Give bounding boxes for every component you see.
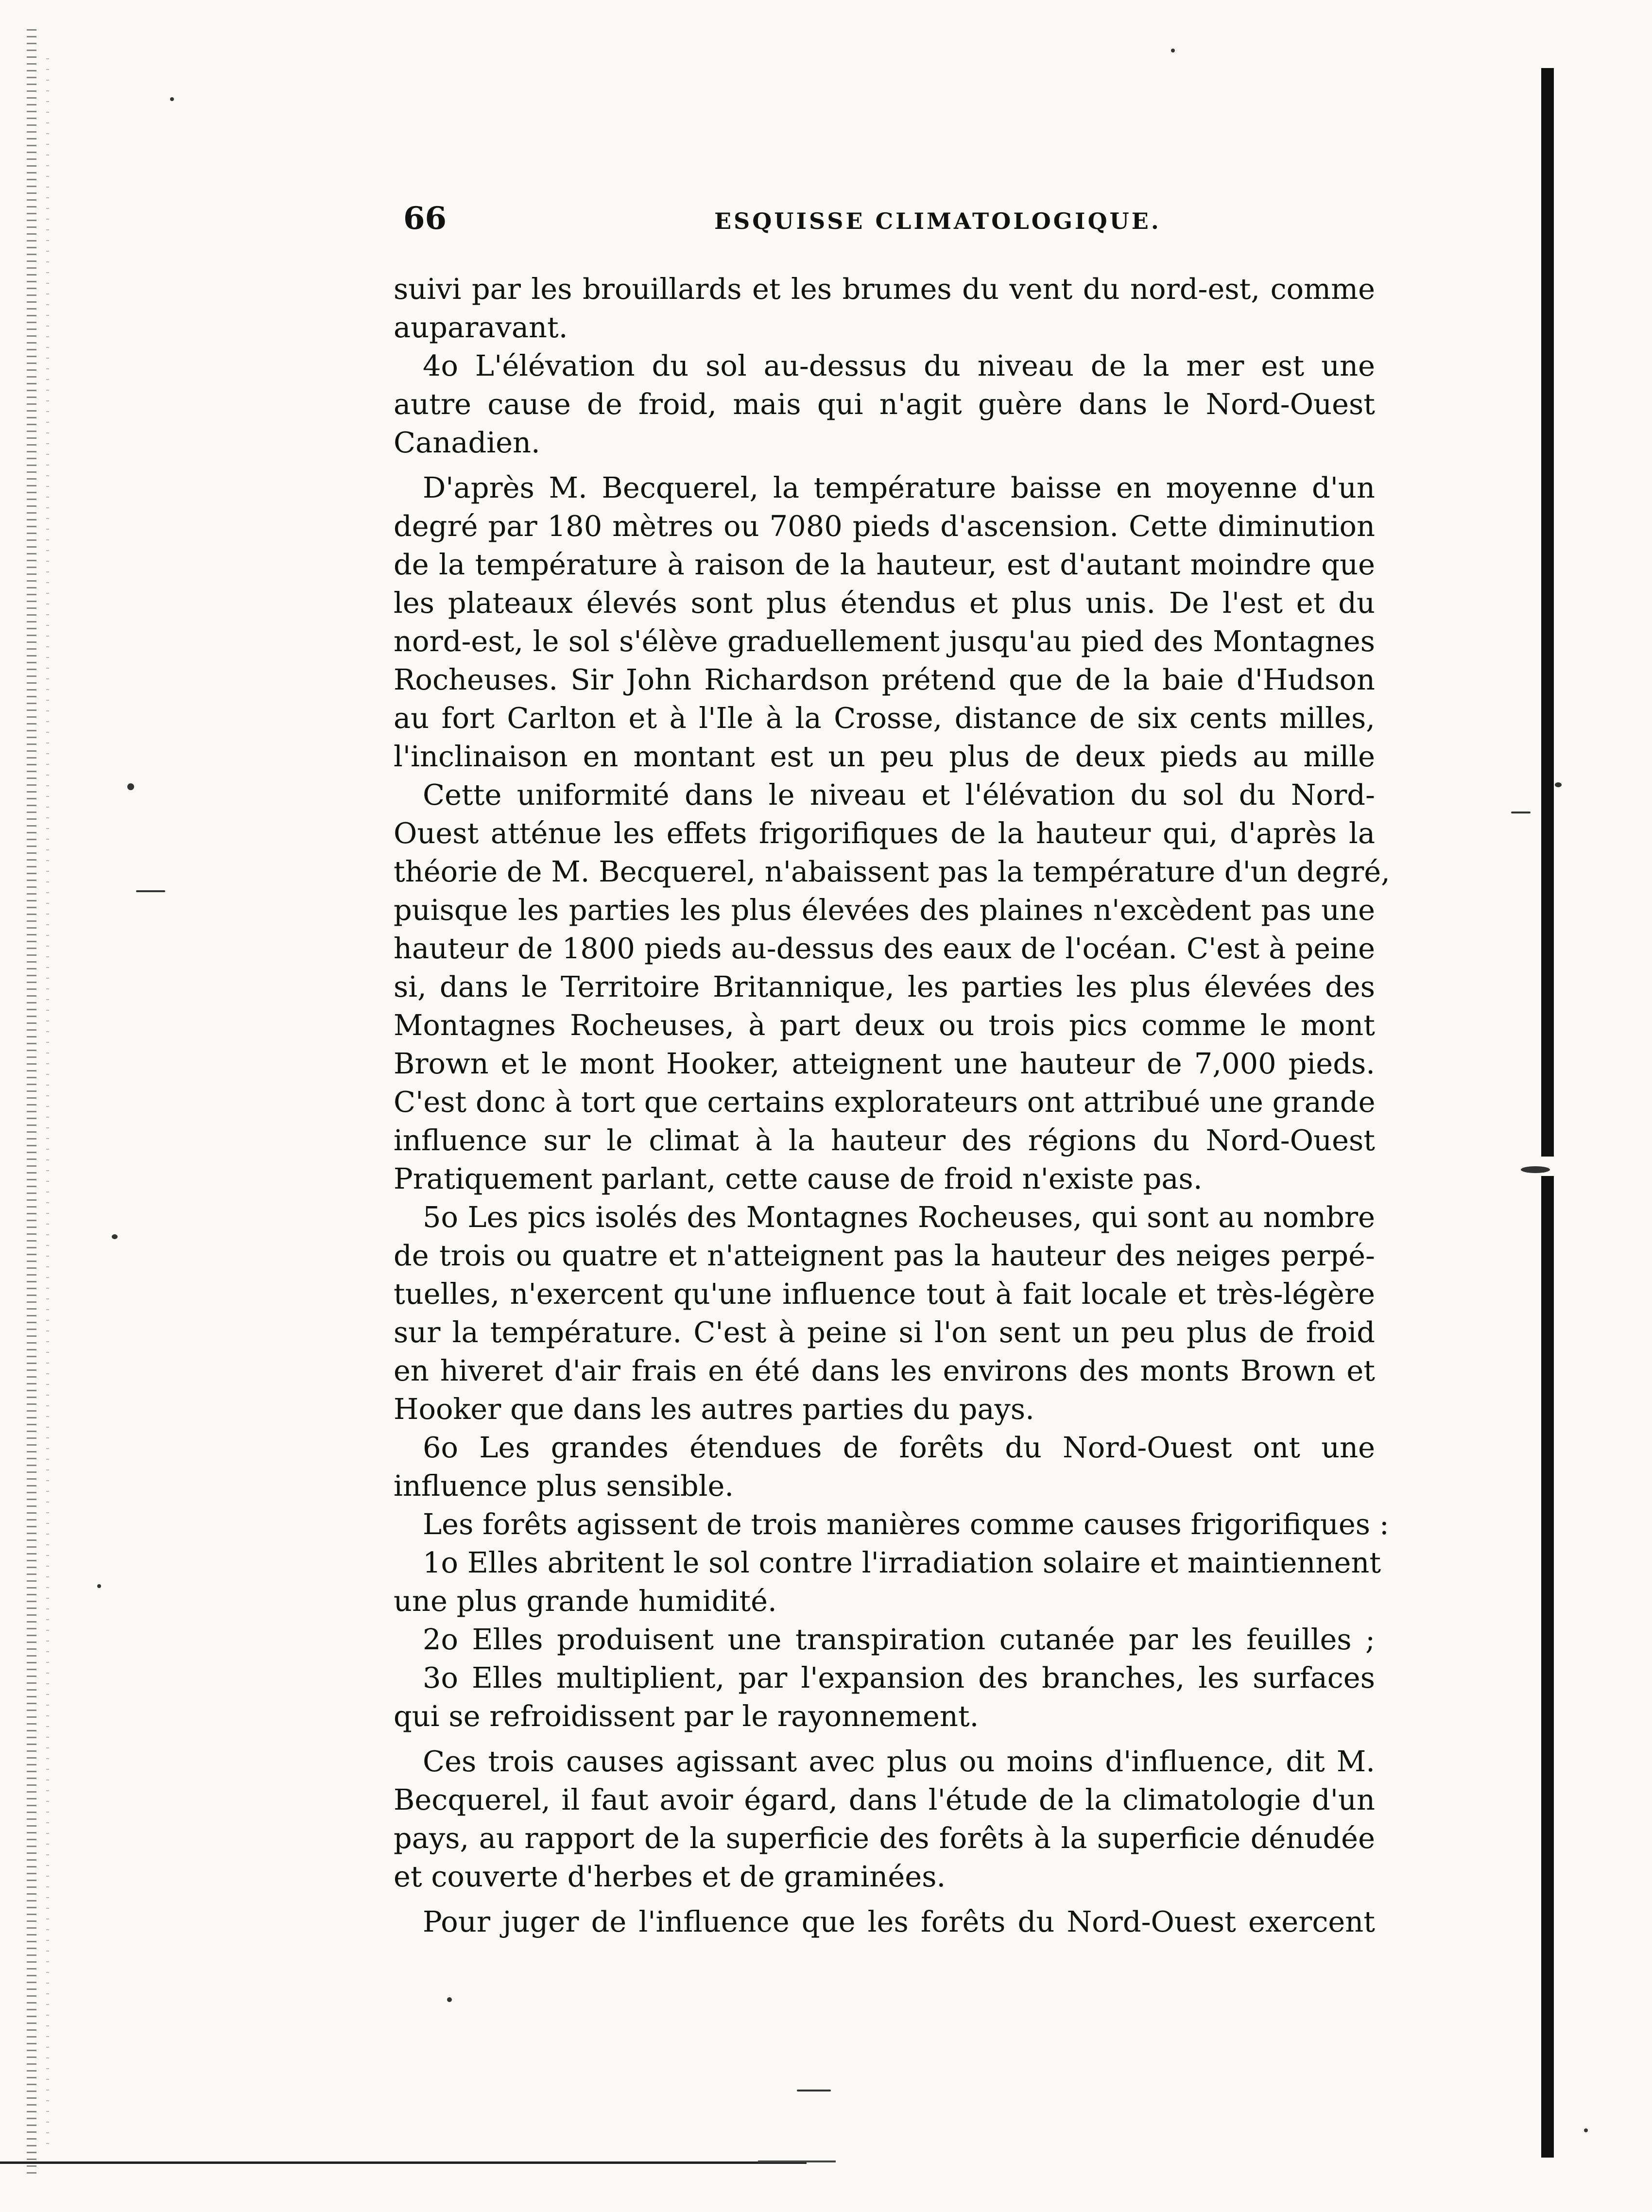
text-line: influence sur le climat à la hauteur des régions du Nord-Ouest <box>394 1123 1375 1157</box>
text-line: Les forêts agissent de trois manières comme causes frigorifiques : <box>423 1507 1389 1541</box>
text-line: Hooker que dans les autres parties du pays. <box>394 1392 1034 1426</box>
text-line: Cette uniformité dans le niveau et l'élévation du sol du Nord- <box>423 778 1375 812</box>
bottom-rule <box>0 2161 807 2164</box>
text-line: Pour juger de l'influence que les forêts du Nord-Ouest exercent <box>423 1905 1375 1938</box>
text-line: en hiveret d'air frais en été dans les environs des monts Brown et <box>394 1354 1375 1387</box>
text-line: C'est donc à tort que certains explorateurs ont attribué une grande <box>394 1085 1376 1119</box>
scan-speck <box>1584 2128 1588 2132</box>
text-line: et couverte d'herbes et de graminées. <box>394 1860 946 1893</box>
scan-speck <box>1511 812 1531 813</box>
text-line: 5o Les pics isolés des Montagnes Rocheuses, qui sont au nombre <box>423 1200 1375 1234</box>
text-line: nord-est, le sol s'élève graduellement jusqu'au pied des Montagnes <box>394 624 1375 658</box>
text-line: hauteur de 1800 pieds au-dessus des eaux de l'océan. C'est à peine <box>394 932 1375 965</box>
right-edge-bar <box>1541 68 1554 2158</box>
text-line: 2o Elles produisent une transpiration cutanée par les feuilles ; <box>423 1623 1375 1656</box>
body-text <box>394 270 1390 1941</box>
text-line: l'inclinaison en montant est un peu plus de deux pieds au mille <box>394 740 1375 773</box>
text-line: 3o Elles multiplient, par l'expansion des branches, les surfaces <box>423 1661 1375 1694</box>
text-line: Pratiquement parlant, cette cause de froid n'existe pas. <box>394 1162 1203 1195</box>
text-line: 6o Les grandes étendues de forêts du Nord-Ouest ont une <box>423 1431 1375 1464</box>
text-line: si, dans le Territoire Britannique, les parties les plus élevées des <box>394 970 1375 1003</box>
scan-speck <box>127 783 134 790</box>
text-line: au fort Carlton et à l'Ile à la Crosse, distance de six cents milles, <box>394 701 1375 735</box>
text-line: puisque les parties les plus élevées des plaines n'excèdent pas une <box>394 893 1375 927</box>
scan-speck <box>170 97 174 101</box>
scan-speck <box>447 1997 452 2002</box>
text-line: suivi par les brouillards et les brumes du vent du nord-est, comme <box>394 272 1375 306</box>
text-line: Brown et le mont Hooker, atteignent une hauteur de 7,000 pieds. <box>394 1047 1375 1080</box>
text-line: auparavant. <box>394 311 568 344</box>
text-line: 4o L'élévation du sol au-dessus du niveau de la mer est une <box>423 349 1375 382</box>
scan-speck <box>1171 49 1175 52</box>
scan-speck <box>97 1584 101 1588</box>
text-line: influence plus sensible. <box>394 1469 734 1503</box>
text-line: qui se refroidissent par le rayonnement. <box>394 1699 979 1733</box>
text-line: Montagnes Rocheuses, à part deux ou trois pics comme le mont <box>394 1008 1375 1042</box>
text-line: pays, au rapport de la superficie des forêts à la superficie dénudée <box>394 1821 1375 1855</box>
text-line: les plateaux élevés sont plus étendus et plus unis. De l'est et du <box>394 586 1375 620</box>
scan-speck <box>1555 782 1562 787</box>
text-line: 1o Elles abritent le sol contre l'irradiation solaire et maintiennent <box>423 1546 1381 1579</box>
scan-speck <box>136 890 165 892</box>
text-line: Rocheuses. Sir John Richardson prétend que de la baie d'Hudson <box>394 663 1375 696</box>
bottom-rule-segment <box>758 2160 836 2162</box>
text-line: Ces trois causes agissant avec plus ou moins d'influence, dit M. <box>423 1745 1375 1778</box>
binding-edge-shadow <box>46 58 49 2148</box>
text-line: théorie de M. Becquerel, n'abaissent pas la température d'un degré, <box>394 855 1390 888</box>
scan-speck <box>1521 1166 1550 1173</box>
scan-speck <box>797 2090 831 2091</box>
text-line: degré par 180 mètres ou 7080 pieds d'ascension. Cette diminution <box>394 509 1375 543</box>
page-number: 66 <box>403 200 447 237</box>
scan-speck <box>112 1234 118 1239</box>
binding-edge <box>27 29 36 2177</box>
text-line: de la température à raison de la hauteur, est d'autant moindre que <box>394 548 1375 581</box>
running-head <box>403 200 1521 239</box>
text-line: Canadien. <box>394 426 540 459</box>
text-line: de trois ou quatre et n'atteignent pas la hauteur des neiges perpé- <box>394 1239 1375 1272</box>
running-title: ESQUISSE CLIMATOLOGIQUE. <box>714 208 1161 234</box>
text-line: Ouest atténue les effets frigorifiques de la hauteur qui, d'après la <box>394 816 1375 850</box>
text-line: tuelles, n'exercent qu'une influence tout à fait locale et très-légère <box>394 1277 1375 1311</box>
text-line: une plus grande humidité. <box>394 1584 777 1618</box>
text-line: D'après M. Becquerel, la température baisse en moyenne d'un <box>423 471 1375 504</box>
text-line: Becquerel, il faut avoir égard, dans l'étude de la climatologie d'un <box>394 1783 1375 1816</box>
text-line: autre cause de froid, mais qui n'agit guère dans le Nord-Ouest <box>394 387 1375 421</box>
text-line: sur la température. C'est à peine si l'on sent un peu plus de froid <box>394 1315 1375 1349</box>
